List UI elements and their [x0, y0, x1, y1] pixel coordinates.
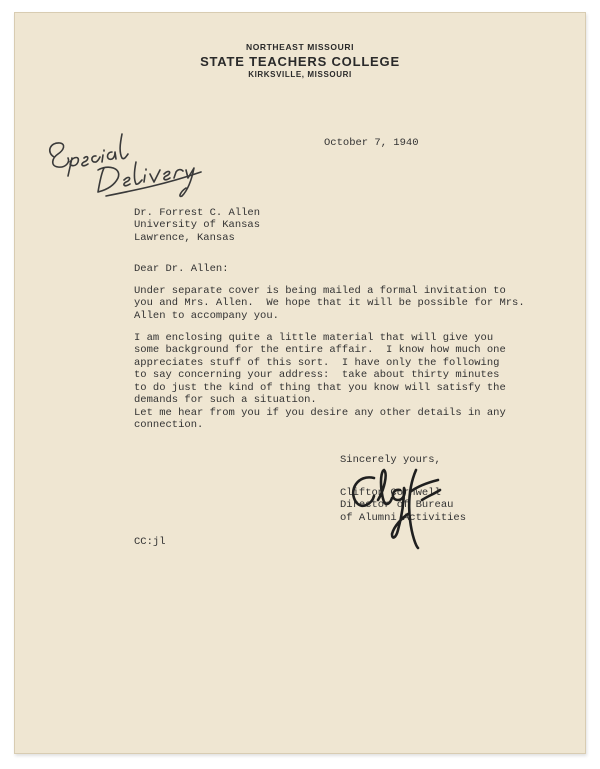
closing: Sincerely yours,	[340, 454, 441, 466]
paragraph-line: Under separate cover is being mailed a formal invitation to	[134, 285, 506, 297]
recipient-name: Dr. Forrest C. Allen	[134, 207, 261, 219]
letterhead	[14, 42, 586, 79]
paragraph-line: Let me hear from you if you desire any other details in any	[134, 407, 506, 419]
paragraph-2	[134, 332, 506, 406]
cc-notation: CC:jl	[134, 536, 166, 548]
handwritten-signature	[344, 460, 474, 550]
paragraph-1	[134, 285, 525, 322]
signer-name: Clifton Cornwell	[340, 487, 441, 499]
paragraph-line: to say concerning your address: take about thirty minutes	[134, 369, 500, 382]
letter-page	[14, 12, 586, 754]
recipient-institution: University of Kansas	[134, 219, 261, 232]
recipient-city: Lawrence, Kansas	[134, 231, 235, 244]
salutation: Dear Dr. Allen:	[134, 263, 229, 275]
paragraph-line: you and Mrs. Allen. We hope that it will be possible for Mrs.	[134, 297, 525, 310]
paragraph-line: demands for such a situation.	[134, 394, 317, 407]
paragraph-line: Allen to accompany you.	[134, 309, 279, 322]
paragraph-line: connection.	[134, 419, 204, 432]
paragraph-3	[134, 407, 506, 432]
special-delivery-handwriting	[36, 112, 216, 202]
letterhead-location: KIRKSVILLE, MISSOURI	[248, 70, 352, 79]
letterhead-region: NORTHEAST MISSOURI	[245, 42, 355, 52]
paragraph-line: some background for the entire affair. I know how much one	[134, 344, 506, 357]
paragraph-line: appreciates stuff of this sort. I have only the following	[134, 356, 500, 369]
signer-title-line-2: of Alumni Activities	[340, 511, 467, 524]
letterhead-college-name: STATE TEACHERS COLLEGE	[200, 54, 400, 69]
signer-title: Director of Bureau	[340, 499, 454, 512]
recipient-address	[134, 207, 260, 244]
letter-date: October 7, 1940	[324, 137, 419, 149]
paragraph-line: I am enclosing quite a little material that will give you	[134, 332, 494, 344]
paragraph-line: to do just the kind of thing that you know will satisfy the	[134, 381, 506, 394]
